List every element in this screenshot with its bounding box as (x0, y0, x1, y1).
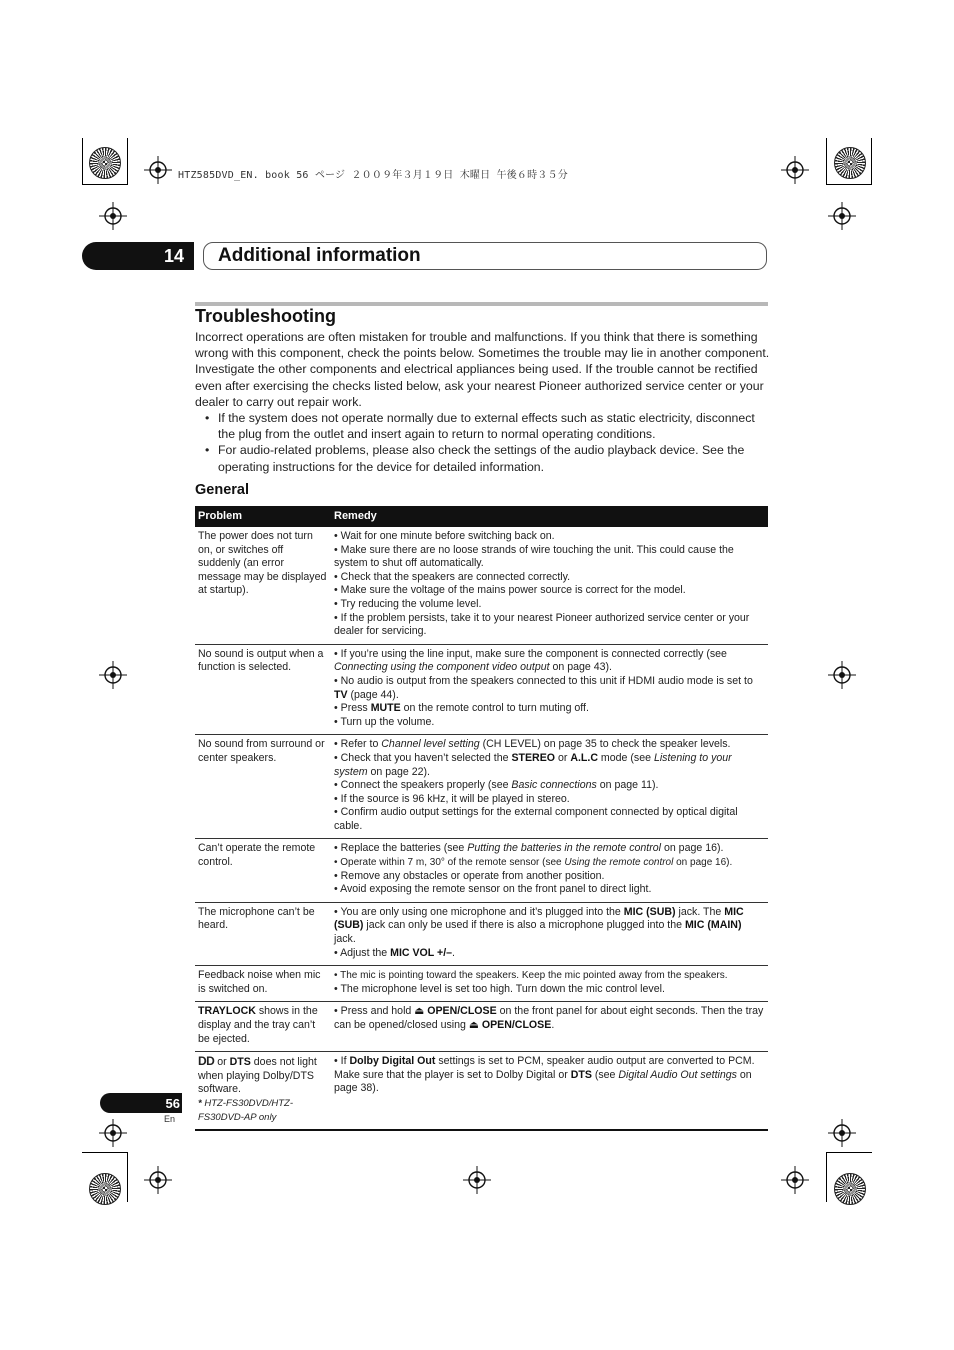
registration-sunburst-icon (834, 147, 866, 179)
problem-cell: No sound is output when a function is selected. (195, 644, 331, 735)
registration-sunburst-icon (89, 147, 121, 179)
model-note: * HTZ-FS30DVD/HTZ-FS30DVD-AP only (198, 1097, 294, 1123)
intro-bullet-list (195, 410, 770, 475)
table-row (195, 527, 768, 644)
remedy-line: • Press and hold ⏏ OPEN/CLOSE on the front panel for about eight seconds. Then the tray can be opened/closed using ⏏ OPEN/CLOSE. (334, 1005, 764, 1031)
crop-mark (826, 184, 872, 185)
crosshair-icon (781, 1166, 809, 1194)
problem-cell: No sound from surround or center speakers. (195, 735, 331, 839)
crosshair-icon (99, 202, 127, 230)
crop-mark (826, 1152, 827, 1202)
header-problem: Problem (195, 506, 331, 527)
page-reference: Digital Audio Out settings (618, 1068, 737, 1081)
remedy-line: • Operate within 7 m, 30° of the remote sensor (see Using the remote control on page 16). (334, 857, 733, 869)
subsection-title: General (195, 482, 249, 498)
page-reference: Putting the batteries in the remote control (467, 842, 662, 855)
problem-cell: Can’t operate the remote control. (195, 839, 331, 902)
page-number: 56 (165, 1095, 180, 1111)
remedy-cell (331, 1052, 768, 1130)
key-term: DTS (229, 1056, 251, 1069)
remedy-line: • Make sure there are no loose strands of wire touching the unit. This could cause the system to shut off automatically. (334, 543, 734, 570)
troubleshooting-table (195, 506, 768, 1131)
problem-cell: Feedback noise when mic is switched on. (195, 966, 331, 1002)
key-term: A.L.C (570, 751, 598, 764)
problem-cell: The microphone can’t be heard. (195, 902, 331, 965)
page-reference: Channel level setting (381, 738, 480, 751)
eject-key-term: ⏏ OPEN/CLOSE (414, 1005, 497, 1018)
key-term: MUTE (370, 702, 401, 715)
remedy-line: • Turn up the volume. (334, 715, 435, 728)
page-reference: Using the remote control (564, 857, 674, 869)
table-header-row (195, 506, 768, 527)
remedy-line: • Press MUTE on the remote control to turn muting off. (334, 702, 589, 715)
table-row (195, 644, 768, 735)
remedy-line: • Wait for one minute before switching back on. (334, 530, 555, 542)
problem-cell: The power does not turn on, or switches off suddenly (an error message may be displayed at startup). (195, 527, 331, 644)
crop-mark (82, 138, 83, 184)
table-row (195, 1052, 768, 1130)
key-term: DTS (570, 1068, 592, 1081)
registration-sunburst-icon (834, 1173, 866, 1205)
chapter-title: Additional information (218, 245, 421, 266)
table-row (195, 735, 768, 839)
crop-mark (127, 1152, 128, 1202)
remedy-cell (331, 839, 768, 902)
page-reference: Connecting using the component video output (334, 661, 550, 674)
remedy-line: • Adjust the MIC VOL +/–. (334, 946, 455, 959)
key-term: MIC (MAIN) (684, 919, 742, 932)
chapter-number: 14 (163, 245, 185, 266)
crop-mark (82, 1152, 128, 1153)
crosshair-icon (828, 202, 856, 230)
header-remedy: Remedy (331, 506, 768, 527)
crosshair-icon (828, 1119, 856, 1147)
intro-block (195, 329, 770, 475)
key-term: MIC (SUB) (623, 905, 676, 918)
page-reference: Basic connections (511, 779, 597, 792)
key-term: MIC VOL +/– (390, 946, 453, 959)
crop-mark (871, 138, 872, 184)
remedy-line: • Try reducing the volume level. (334, 597, 482, 610)
remedy-line: • Check that the speakers are connected correctly. (334, 570, 571, 583)
page-language: En (164, 1114, 176, 1124)
crosshair-icon (144, 1166, 172, 1194)
key-term: MIC (SUB) (334, 905, 744, 932)
remedy-line: • If the source is 96 kHz, it will be played in stereo. (334, 792, 570, 805)
table-row (195, 839, 768, 902)
remedy-cell (331, 966, 768, 1002)
remedy-line: • If you’re using the line input, make sure the component is connected correctly (see Connecting using the component video output on page 43). (334, 647, 727, 674)
crosshair-icon (99, 1119, 127, 1147)
eject-key-term: ⏏ OPEN/CLOSE (468, 1019, 552, 1031)
problem-cell: DD or DTS does not light when playing Dolby/DTS software. * HTZ-FS30DVD/HTZ-FS30DVD-AP only (195, 1052, 331, 1130)
crosshair-icon (99, 661, 127, 689)
chapter-title-bar (203, 242, 767, 270)
crop-mark (826, 138, 827, 184)
remedy-cell (331, 902, 768, 965)
remedy-line: • Refer to Channel level setting (CH LEVEL) on page 35 to check the speaker levels. (334, 738, 731, 751)
section-title: Troubleshooting (195, 306, 336, 326)
remedy-line: • Replace the batteries (see Putting the batteries in the remote control on page 16). (334, 842, 724, 855)
remedy-cell (331, 735, 768, 839)
table-row (195, 902, 768, 965)
table-row (195, 966, 768, 1002)
key-term: Dolby Digital Out (349, 1055, 436, 1068)
key-term: TV (334, 688, 348, 701)
key-term: STEREO (511, 751, 555, 764)
intro-paragraph: Incorrect operations are often mistaken for trouble and malfunctions. If you think that there is something wrong with this component, check the points below. Sometimes the trouble may lie in another component. Investigate the other components and electrical appliances being used. If the trouble cannot be rectified even after exercising the checks listed below, ask your nearest Pioneer authorized service center or your dealer to carry out repair work. (195, 330, 770, 409)
remedy-line: • Remove any obstacles or operate from another position. (334, 869, 605, 882)
remedy-line: • If Dolby Digital Out settings is set to PCM, speaker audio output are converted to PCM. Make sure that the player is set to Dolby Digital or DTS (see Digital Audio Out settings on page 38). (334, 1055, 755, 1095)
table-row (195, 1002, 768, 1052)
intro-bullet: • If the system does not operate normally due to external effects such as static electricity, disconnect the plug from the outlet and insert again to return to normal operating conditions. (195, 410, 770, 442)
remedy-cell (331, 1002, 768, 1052)
crosshair-icon (781, 156, 809, 184)
remedy-line: • No audio is output from the speakers connected to this unit if HDMI audio mode is set to TV (page 44). (334, 674, 753, 701)
chapter-number-tab (82, 242, 194, 270)
crosshair-icon (463, 1166, 491, 1194)
remedy-line: • Connect the speakers properly (see Basic connections on page 11). (334, 779, 659, 792)
page-number-tab (100, 1093, 182, 1113)
crosshair-icon (144, 156, 172, 184)
crop-mark (826, 1152, 872, 1153)
remedy-line: • If the problem persists, take it to your nearest Pioneer authorized service center or your dealer for servicing. (334, 611, 750, 638)
remedy-line: • Confirm audio output settings for the external component connected by optical digital cable. (334, 806, 738, 832)
remedy-line: • Check that you haven’t selected the STEREO or A.L.C mode (see Listening to your system on page 22). (334, 751, 732, 778)
remedy-line: • You are only using one microphone and it’s plugged into the MIC (SUB) jack. The MIC (SUB) jack can only be used if there is also a microphone plugged into the MIC (MAIN) jack. (334, 905, 744, 946)
remedy-line: • The mic is pointing toward the speakers. Keep the mic pointed away from the speakers. (334, 970, 728, 982)
page-reference: Listening to your system (334, 751, 732, 778)
remedy-cell (331, 527, 768, 644)
remedy-line: • Avoid exposing the remote sensor on the front panel to direct light. (334, 883, 652, 896)
print-header: HTZ585DVD_EN. book 56 ページ ２００９年３月１９日 木曜日 午後６時３５分 (178, 170, 568, 181)
remedy-line: • Make sure the voltage of the mains power source is correct for the model. (334, 584, 686, 597)
crop-mark (82, 184, 128, 185)
remedy-line: • The microphone level is set too high. Turn down the mic control level. (334, 982, 665, 995)
problem-cell: TRAYLOCK shows in the display and the tray can’t be ejected. (195, 1002, 331, 1052)
crosshair-icon (828, 661, 856, 689)
key-term: TRAYLOCK (198, 1005, 256, 1018)
registration-sunburst-icon (89, 1173, 121, 1205)
remedy-cell (331, 644, 768, 735)
crop-mark (127, 138, 128, 184)
intro-bullet: • For audio-related problems, please also check the settings of the audio playback device. See the operating instructions for the device for detailed information. (195, 442, 770, 474)
dolby-digital-logo-icon: DD (198, 1054, 215, 1069)
